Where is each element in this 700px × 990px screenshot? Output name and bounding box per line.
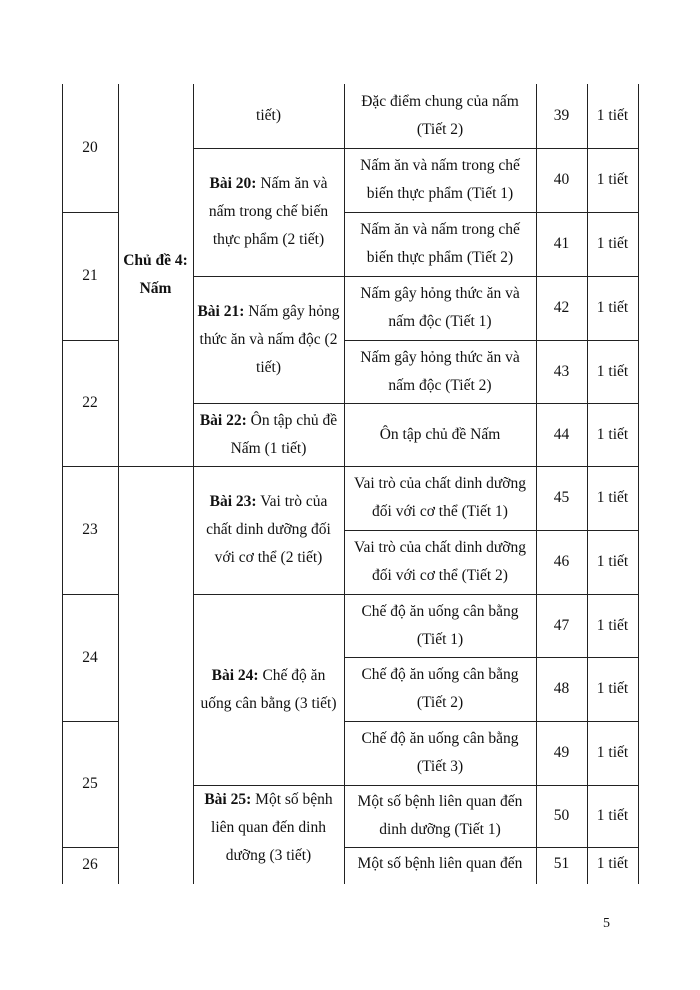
content-cell: Một số bệnh liên quan đến dinh dưỡng (Tiết 1) [357, 793, 523, 838]
lesson-cell: tiết) [256, 107, 281, 124]
period-number: 43 [553, 362, 570, 380]
content-cell: Nấm ăn và nấm trong chế biến thực phẩm (Tiết 2) [360, 221, 520, 266]
row-number: 23 [82, 521, 98, 538]
duration-cell: 1 tiết [596, 299, 629, 316]
duration-cell: 1 tiết [596, 744, 629, 761]
lesson-cell: Bài 21: Nấm gây hỏng thức ăn và nấm độc (2 tiết) [197, 302, 340, 376]
duration-cell: 1 tiết [596, 362, 629, 380]
period-number: 39 [553, 107, 570, 124]
lesson-cell: Bài 22: Ôn tập chủ đề Nấm (1 tiết) [199, 411, 338, 457]
content-cell: Đặc điểm chung của nấm (Tiết 2) [361, 93, 519, 138]
content-cell: Ôn tập chủ đề Nấm [379, 425, 501, 443]
row-number: 26 [82, 855, 98, 873]
page-number: 5 [603, 916, 610, 931]
duration-cell: 1 tiết [596, 425, 629, 443]
period-number: 42 [553, 299, 570, 316]
duration-cell: 1 tiết [596, 489, 629, 506]
content-cell: Một số bệnh liên quan đến [357, 854, 523, 872]
content-cell: Chế độ ăn uống cân bằng (Tiết 2) [361, 666, 519, 711]
duration-cell: 1 tiết [596, 854, 629, 872]
duration-cell: 1 tiết [596, 680, 629, 697]
period-number: 47 [553, 616, 570, 634]
period-number: 46 [553, 553, 570, 570]
lesson-cell: Bài 23: Vai trò của chất dinh dưỡng đối với cơ thể (2 tiết) [206, 493, 331, 566]
row-number: 20 [82, 139, 98, 156]
duration-cell: 1 tiết [596, 171, 629, 188]
content-cell: Chế độ ăn uống cân bằng (Tiết 1) [361, 602, 519, 648]
content-cell: Nấm ăn và nấm trong chế biến thực phẩm (Tiết 1) [360, 157, 520, 202]
content-cell: Nấm gây hỏng thức ăn và nấm độc (Tiết 1) [360, 285, 520, 330]
period-number: 41 [553, 235, 570, 252]
row-number: 25 [82, 775, 98, 792]
lesson-cell: Bài 20: Nấm ăn và nấm trong chế biến thực phẩm (2 tiết) [208, 175, 329, 248]
period-number: 51 [553, 854, 570, 872]
duration-cell: 1 tiết [596, 807, 629, 824]
row-number: 22 [82, 394, 98, 411]
row-number: 21 [82, 267, 98, 284]
period-number: 50 [553, 807, 570, 824]
duration-cell: 1 tiết [596, 235, 629, 252]
content-cell: Vai trò của chất dinh dưỡng đối với cơ thể (Tiết 2) [354, 539, 526, 584]
content-cell: Chế độ ăn uống cân bằng (Tiết 3) [361, 730, 519, 775]
period-number: 49 [553, 744, 570, 761]
lesson-cell: Bài 25: Một số bệnh liên quan đến dinh dưỡng (3 tiết) [204, 791, 333, 864]
duration-cell: 1 tiết [596, 107, 629, 124]
content-cell: Nấm gây hỏng thức ăn và nấm độc (Tiết 2) [360, 348, 520, 394]
topic-cell: Chủ đề 4: Nấm [123, 252, 188, 297]
duration-cell: 1 tiết [596, 553, 629, 570]
content-cell: Vai trò của chất dinh dưỡng đối với cơ thể (Tiết 1) [354, 475, 526, 520]
period-number: 48 [553, 680, 570, 697]
row-number: 24 [82, 648, 98, 666]
duration-cell: 1 tiết [596, 616, 629, 634]
period-number: 40 [553, 171, 570, 188]
lesson-cell: Bài 24: Chế độ ăn uống cân bằng (3 tiết) [200, 666, 337, 712]
period-number: 45 [553, 489, 570, 506]
period-number: 44 [553, 425, 570, 443]
